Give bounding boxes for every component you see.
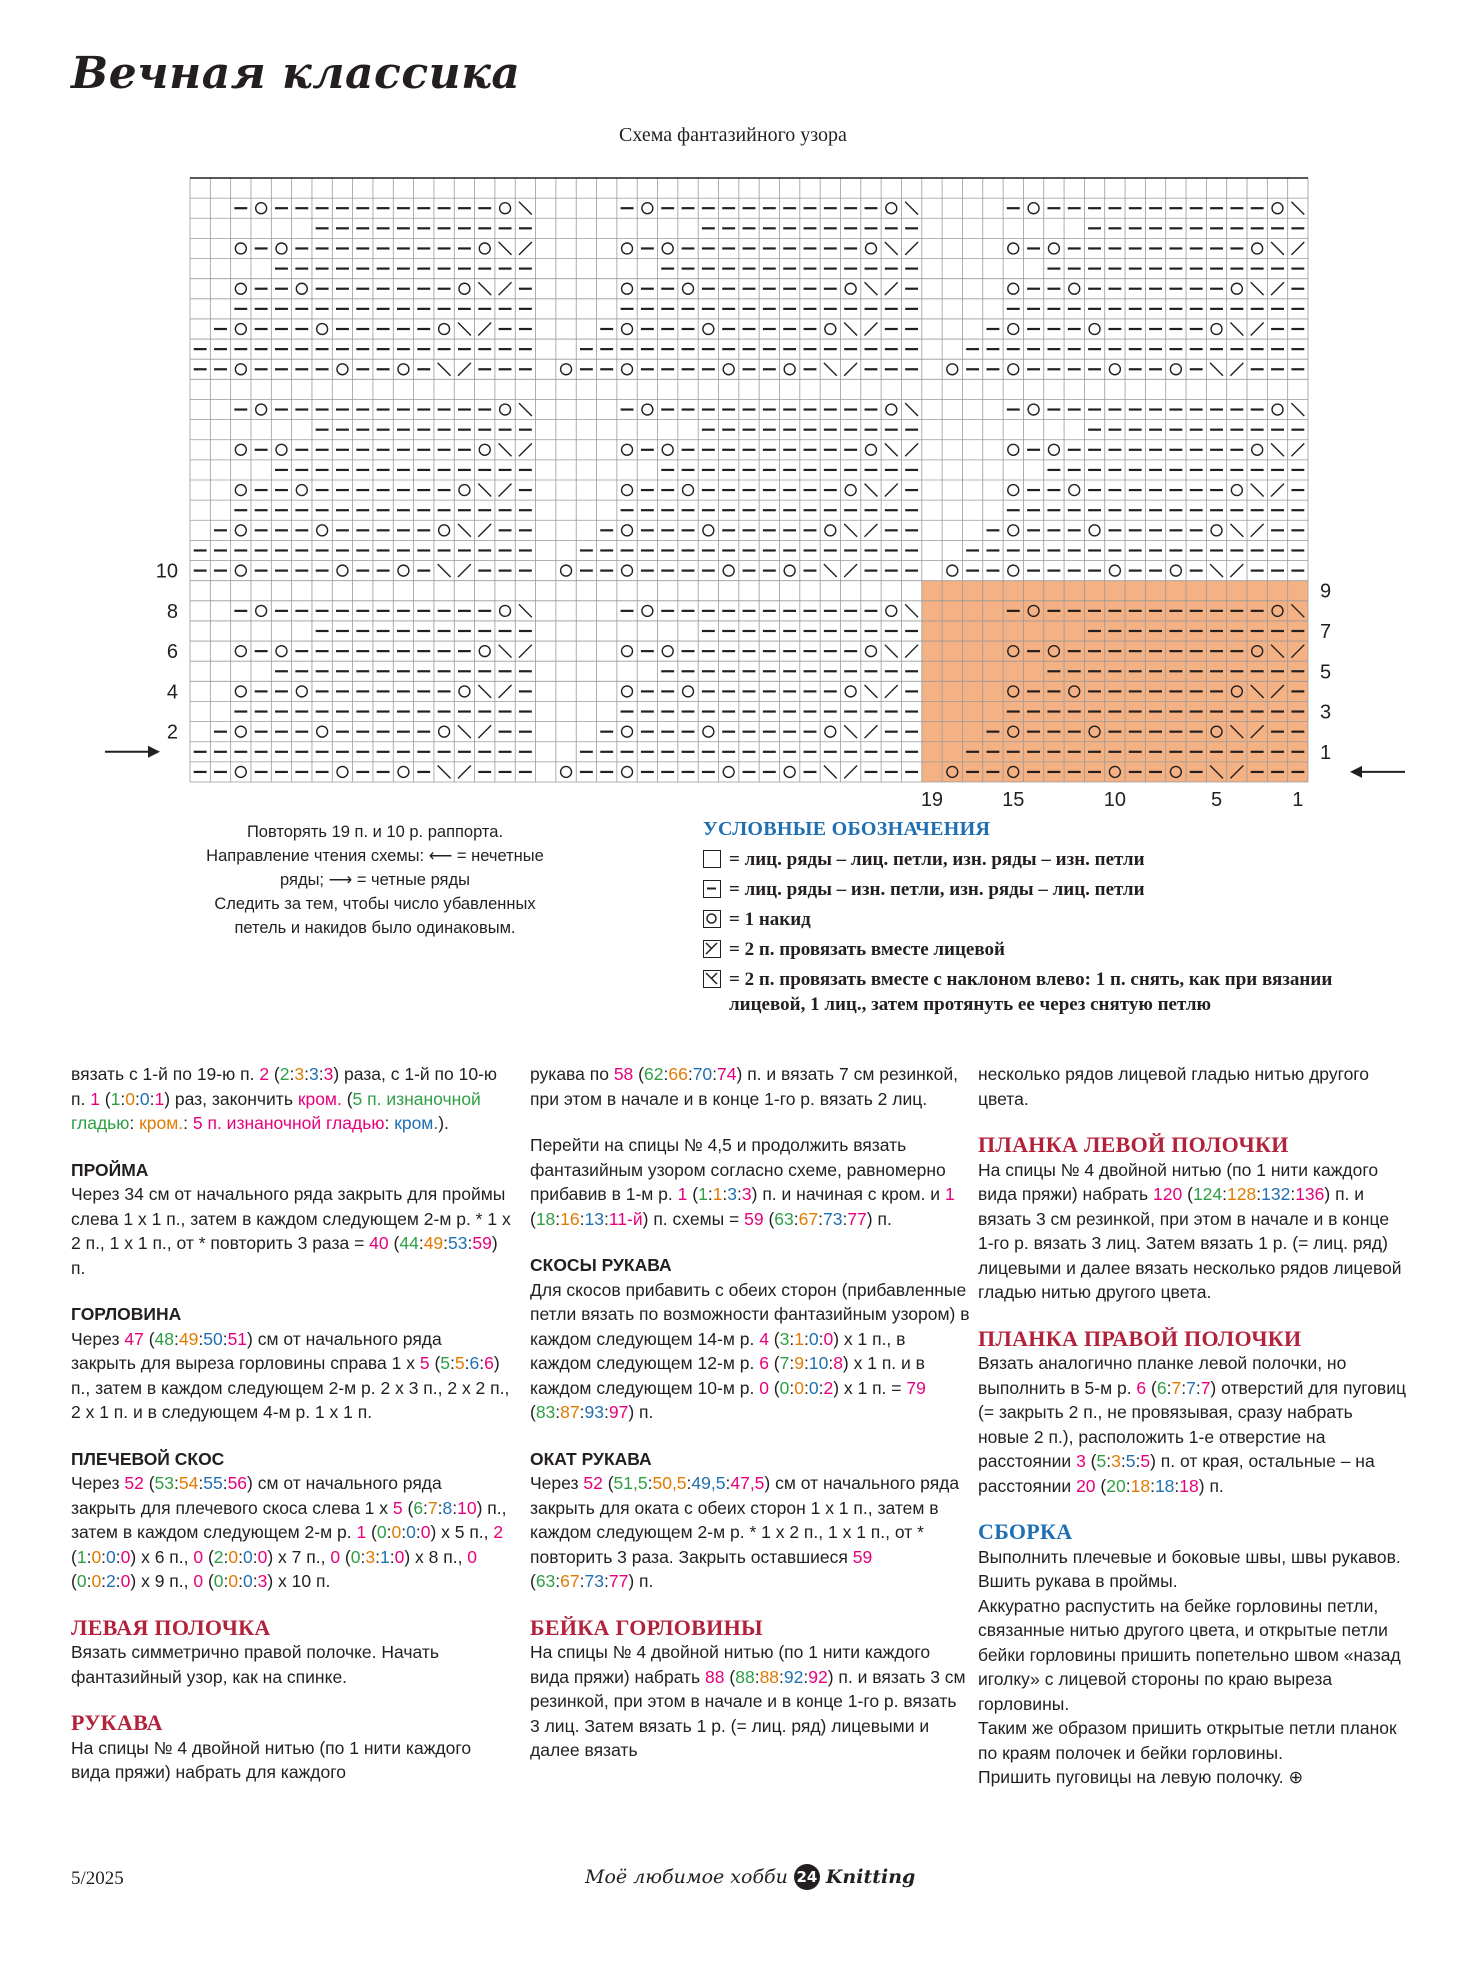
yarn-over-mark bbox=[561, 364, 572, 375]
k2tog-mark bbox=[458, 765, 471, 778]
yarn-over-mark bbox=[825, 525, 836, 536]
yarn-over-mark bbox=[235, 686, 246, 697]
yarn-over-mark bbox=[865, 444, 876, 455]
yarn-over-mark bbox=[662, 444, 673, 455]
yarn-over-mark bbox=[561, 766, 572, 777]
yarn-over-mark bbox=[642, 605, 653, 616]
paragraph: Через 47 (48:49:50:51) см от начального ряда закрыть для выреза горловины справа 1 х 5 (5:5:6:6) п., затем в каждом следующем 2-м р. 2 х 3 п., 2 х 2 п., 2 х 1 п. и в следующем 4-м р. 1 х 1 п. bbox=[71, 1328, 510, 1422]
k2tog-mark bbox=[519, 242, 532, 255]
chart-notes bbox=[170, 820, 580, 940]
yarn-over-mark bbox=[500, 203, 511, 214]
paragraph: рукава по 58 (62:66:70:74) п. и вязать 7 см резинкой, при этом в начале и в конце 1-го р. вязать 2 лиц. bbox=[530, 1064, 958, 1109]
yarn-over-mark bbox=[276, 444, 287, 455]
k2tog-mark bbox=[1230, 363, 1243, 376]
section-heading: ЛЕВАЯ ПОЛОЧКА bbox=[71, 1614, 271, 1640]
yarn-over-mark bbox=[459, 686, 470, 697]
text-column-1 bbox=[71, 1062, 511, 1807]
yarn-over-mark bbox=[642, 404, 653, 415]
arrow-left-icon bbox=[1350, 766, 1362, 778]
paragraph: несколько рядов лицевой гладью нитью другого цвета. bbox=[978, 1064, 1370, 1109]
yarn-over-mark bbox=[235, 283, 246, 294]
row-number-label: 9 bbox=[1320, 580, 1332, 603]
legend-text: = 1 накид bbox=[729, 909, 811, 930]
yarn-over-mark bbox=[1170, 565, 1181, 576]
ssk-icon bbox=[703, 970, 721, 988]
yarn-over-mark bbox=[1008, 283, 1019, 294]
k2tog-mark bbox=[905, 242, 918, 255]
k2tog-mark bbox=[844, 765, 857, 778]
paragraph: Через 52 (53:54:55:56) см от начального ряда закрыть для плечевого скоса слева 1 х 5 (6:7:8:10) п., затем в каждом следующем 2-м р. 1 (0:0:0:0) х 5 п., 2 (1:0:0:0) х 6 п., 0 (2:0:0:0) х 7 п., 0 (0:3:1:0) х 8 п., 0 (0:0:2:0) х 9 п., 0 (0:0:0:3) х 10 п. bbox=[71, 1473, 507, 1591]
yarn-over-mark bbox=[479, 444, 490, 455]
yarn-over-mark bbox=[662, 243, 673, 254]
row-number-label: 4 bbox=[166, 681, 178, 704]
ssk-mark bbox=[438, 765, 451, 778]
ssk-mark bbox=[499, 645, 512, 658]
k2tog-mark bbox=[1251, 524, 1264, 537]
yarn-over-mark bbox=[662, 646, 673, 657]
k2tog-mark bbox=[865, 524, 878, 537]
yarn-over-mark bbox=[337, 364, 348, 375]
yarn-over-mark bbox=[1109, 565, 1120, 576]
legend-text: = 2 п. провязать вместе с наклоном влево: 1 п. снять, как при вязании лицевой, 1 лиц., затем протянуть ее через снятую петлю bbox=[729, 969, 1333, 1015]
ssk-mark bbox=[458, 524, 471, 537]
k2tog-mark bbox=[844, 564, 857, 577]
yarn-over-mark bbox=[398, 565, 409, 576]
yarn-over-mark bbox=[1272, 203, 1283, 214]
yarn-over-mark bbox=[479, 243, 490, 254]
yarn-over-mark bbox=[703, 726, 714, 737]
yarn-over-mark bbox=[317, 525, 328, 536]
yarn-over-mark bbox=[439, 525, 450, 536]
k2tog-mark bbox=[905, 443, 918, 456]
k2tog-mark bbox=[1271, 282, 1284, 295]
yarn-over-mark bbox=[622, 364, 633, 375]
yarn-over-mark bbox=[439, 726, 450, 737]
yarn-over-mark bbox=[825, 726, 836, 737]
yarn-over-mark bbox=[398, 766, 409, 777]
ssk-mark bbox=[885, 645, 898, 658]
yarn-over-icon bbox=[703, 910, 721, 928]
yarn-over-mark bbox=[1008, 243, 1019, 254]
yarn-over-mark bbox=[1069, 283, 1080, 294]
ssk-mark bbox=[1230, 524, 1243, 537]
section-heading: ПЛЕЧЕВОЙ СКОС bbox=[71, 1448, 225, 1469]
yarn-over-mark bbox=[1008, 525, 1019, 536]
note-line: ряды; ⟶ = четные ряды bbox=[280, 871, 470, 889]
ssk-mark bbox=[905, 403, 918, 416]
ssk-mark bbox=[824, 363, 837, 376]
section-name: Knitting bbox=[825, 1866, 916, 1888]
note-line: Повторять 19 п. и 10 р. раппорта. bbox=[246, 823, 504, 841]
empty-square-icon bbox=[703, 850, 721, 868]
yarn-over-mark bbox=[622, 283, 633, 294]
row-number-label: 5 bbox=[1320, 661, 1332, 684]
ssk-mark bbox=[824, 765, 837, 778]
row-number-label: 7 bbox=[1320, 621, 1332, 643]
yarn-over-mark bbox=[622, 525, 633, 536]
ssk-mark bbox=[519, 202, 532, 215]
ssk-mark bbox=[905, 202, 918, 215]
ssk-mark bbox=[844, 524, 857, 537]
k2tog-mark bbox=[478, 524, 491, 537]
ssk-mark bbox=[478, 484, 491, 497]
yarn-over-mark bbox=[317, 726, 328, 737]
yarn-over-mark bbox=[1109, 364, 1120, 375]
ssk-mark bbox=[438, 564, 451, 577]
yarn-over-mark bbox=[1008, 485, 1019, 496]
yarn-over-mark bbox=[276, 646, 287, 657]
k2tog-icon bbox=[703, 940, 721, 958]
ssk-mark bbox=[865, 685, 878, 698]
yarn-over-mark bbox=[235, 364, 246, 375]
yarn-over-mark bbox=[703, 525, 714, 536]
ssk-mark bbox=[1251, 282, 1264, 295]
ssk-mark bbox=[1291, 202, 1304, 215]
yarn-over-mark bbox=[622, 565, 633, 576]
yarn-over-mark bbox=[947, 364, 958, 375]
ssk-mark bbox=[865, 484, 878, 497]
yarn-over-mark bbox=[337, 565, 348, 576]
page-number: 24 bbox=[794, 1864, 820, 1890]
ssk-mark bbox=[478, 282, 491, 295]
ssk-mark bbox=[1210, 363, 1223, 376]
yarn-over-mark bbox=[1048, 243, 1059, 254]
yarn-over-mark bbox=[683, 283, 694, 294]
k2tog-mark bbox=[1291, 242, 1304, 255]
yarn-over-mark bbox=[1211, 324, 1222, 335]
yarn-over-mark bbox=[1089, 324, 1100, 335]
ssk-mark bbox=[1291, 403, 1304, 416]
yarn-over-mark bbox=[479, 646, 490, 657]
yarn-over-mark bbox=[276, 243, 287, 254]
dash-square-icon bbox=[703, 880, 721, 898]
k2tog-mark bbox=[865, 725, 878, 738]
page-title: Вечная классика bbox=[71, 48, 521, 99]
yarn-over-mark bbox=[622, 726, 633, 737]
section-heading: ПРОЙМА bbox=[71, 1159, 149, 1180]
yarn-over-mark bbox=[561, 565, 572, 576]
yarn-over-mark bbox=[723, 364, 734, 375]
k2tog-mark bbox=[885, 484, 898, 497]
yarn-over-mark bbox=[784, 364, 795, 375]
k2tog-mark bbox=[458, 363, 471, 376]
k2tog-mark bbox=[519, 645, 532, 658]
k2tog-mark bbox=[1251, 323, 1264, 336]
legend-text: = лиц. ряды – лиц. петли, изн. ряды – изн. петли bbox=[729, 849, 1145, 870]
note-line: петель и накидов было одинаковым. bbox=[234, 919, 516, 937]
yarn-over-mark bbox=[235, 525, 246, 536]
yarn-over-mark bbox=[398, 364, 409, 375]
chart-title: Схема фантазийного узора bbox=[619, 124, 847, 146]
yarn-over-mark bbox=[1028, 404, 1039, 415]
k2tog-mark bbox=[885, 282, 898, 295]
paragraph: Через 34 см от начального ряда закрыть для проймы слева 1 х 1 п., затем в каждом следующем 2-м р. * 1 х 2 п., 1 х 1 п., от * повторить 3 раза = 40 (44:49:53:59) п. bbox=[71, 1184, 511, 1278]
stitch-number-label: 1 bbox=[1292, 789, 1304, 811]
yarn-over-mark bbox=[622, 766, 633, 777]
yarn-over-mark bbox=[1231, 283, 1242, 294]
yarn-over-mark bbox=[723, 766, 734, 777]
row-number-label: 3 bbox=[1320, 701, 1332, 724]
yarn-over-mark bbox=[235, 324, 246, 335]
ssk-mark bbox=[499, 242, 512, 255]
section-heading: ПЛАНКА ПРАВОЙ ПОЛОЧКИ bbox=[978, 1325, 1302, 1351]
row-number-label: 6 bbox=[166, 641, 178, 664]
k2tog-mark bbox=[458, 564, 471, 577]
ssk-mark bbox=[1230, 323, 1243, 336]
k2tog-mark bbox=[885, 685, 898, 698]
yarn-over-mark bbox=[845, 283, 856, 294]
yarn-over-mark bbox=[235, 766, 246, 777]
yarn-over-mark bbox=[1211, 525, 1222, 536]
yarn-over-mark bbox=[865, 243, 876, 254]
yarn-over-mark bbox=[947, 565, 958, 576]
ssk-mark bbox=[885, 443, 898, 456]
yarn-over-mark bbox=[1252, 444, 1263, 455]
ssk-mark bbox=[885, 242, 898, 255]
yarn-over-mark bbox=[235, 485, 246, 496]
yarn-over-mark bbox=[1008, 364, 1019, 375]
yarn-over-mark bbox=[784, 565, 795, 576]
row-number-label: 10 bbox=[155, 560, 178, 583]
yarn-over-mark bbox=[439, 324, 450, 335]
yarn-over-mark bbox=[1170, 364, 1181, 375]
legend-item bbox=[703, 847, 1403, 872]
yarn-over-mark bbox=[825, 324, 836, 335]
legend-item bbox=[703, 907, 1403, 932]
ssk-mark bbox=[478, 685, 491, 698]
yarn-over-mark bbox=[886, 404, 897, 415]
section-heading: ПЛАНКА ЛЕВОЙ ПОЛОЧКИ bbox=[978, 1132, 1289, 1157]
paragraph: Через 52 (51,5:50,5:49,5:47,5) см от начального ряда закрыть для оката с обеих сторон 1 х 1 п., затем в каждом следующем 2-м р. * 1 х 2 п., 1 х 1 п., от * повторить 3 раза. Закрыть оставшиеся 59 (63:67:73:77) п. bbox=[530, 1473, 960, 1591]
yarn-over-mark bbox=[622, 444, 633, 455]
paragraph: На спицы № 4 двойной нитью (по 1 нити каждого вида пряжи) набрать 120 (124:128:132:136) п. и вязать 3 см резинкой, при этом в начале и в конце 1-го р. вязать 3 лиц. Затем вязать 1 р. (= лиц. ряд) лицевыми и далее вязать несколько рядов лицевой гладью нитью другого цвета. bbox=[978, 1159, 1402, 1302]
knitting-chart bbox=[0, 0, 1466, 830]
ssk-mark bbox=[519, 604, 532, 617]
stitch-number-label: 19 bbox=[920, 789, 944, 811]
k2tog-mark bbox=[478, 323, 491, 336]
ssk-mark bbox=[1251, 484, 1264, 497]
yarn-over-mark bbox=[622, 324, 633, 335]
paragraph: Вязать симметрично правой полочке. Начать фантазийный узор, как на спинке. bbox=[71, 1642, 439, 1687]
yarn-over-mark bbox=[622, 686, 633, 697]
yarn-over-mark bbox=[500, 605, 511, 616]
yarn-over-mark bbox=[683, 485, 694, 496]
yarn-over-mark bbox=[1231, 485, 1242, 496]
yarn-over-mark bbox=[1069, 485, 1080, 496]
yarn-over-mark bbox=[1272, 404, 1283, 415]
yarn-over-mark bbox=[703, 324, 714, 335]
k2tog-mark bbox=[1291, 443, 1304, 456]
yarn-over-mark bbox=[235, 646, 246, 657]
page-footer bbox=[585, 1864, 915, 1890]
section-heading: ГОРЛОВИНА bbox=[71, 1304, 182, 1324]
ssk-mark bbox=[844, 323, 857, 336]
stitch-number-label: 5 bbox=[1210, 789, 1223, 811]
ssk-mark bbox=[844, 725, 857, 738]
yarn-over-mark bbox=[256, 203, 267, 214]
yarn-over-mark bbox=[256, 605, 267, 616]
section-heading: БЕЙКА ГОРЛОВИНЫ bbox=[530, 1614, 763, 1640]
k2tog-mark bbox=[844, 363, 857, 376]
legend-item bbox=[703, 967, 1403, 1017]
yarn-over-mark bbox=[642, 203, 653, 214]
ssk-mark bbox=[458, 725, 471, 738]
issue-number: 5/2025 bbox=[71, 1868, 124, 1889]
yarn-over-mark bbox=[235, 565, 246, 576]
yarn-over-mark bbox=[317, 324, 328, 335]
stitch-number-label: 15 bbox=[1002, 789, 1025, 811]
legend-heading: УСЛОВНЫЕ ОБОЗНАЧЕНИЯ bbox=[703, 818, 991, 840]
yarn-over-mark bbox=[723, 565, 734, 576]
yarn-over-mark bbox=[1008, 324, 1019, 335]
yarn-over-mark bbox=[1048, 444, 1059, 455]
section-heading: РУКАВА bbox=[71, 1710, 163, 1735]
paragraph: Для скосов прибавить с обеих сторон (прибавленные петли вязать по возможности фантазийным узором) в каждом следующем 14-м р. 4 (3:1:0:0) х 1 п., в каждом следующем 12-м р. 6 (7:9:10:8) х 1 п. и в каждом следующем 10-м р. 0 (0:0:0:2) х 1 п. = 79 (83:87:93:97) п. bbox=[530, 1279, 970, 1422]
magazine-name: Моё любимое хобби bbox=[585, 1866, 788, 1888]
k2tog-mark bbox=[499, 685, 512, 698]
paragraph: На спицы № 4 двойной нитью (по 1 нити каждого вида пряжи) набрать 88 (88:88:92:92) п. и вязать 3 см резинкой, при этом в начале и в конце 1-го р. вязать 3 лиц. Затем вязать 1 р. (= лиц. ряд) лицевыми и далее вязать bbox=[530, 1642, 966, 1760]
ssk-mark bbox=[865, 282, 878, 295]
ssk-mark bbox=[1271, 443, 1284, 456]
arrow-right-icon bbox=[148, 746, 160, 758]
yarn-over-mark bbox=[865, 646, 876, 657]
paragraph: Выполнить плечевые и боковые швы, швы рукавов. Вшить рукава в проймы. Аккуратно распустить на бейке горловины петли, связанные нитью другого цвета, и открытые петли бейки горловины пришить попетельно швом «назад иголку» с лицевой стороны по краю выреза горловины. Таким же образом пришить открытые петли планок по краям полочек и бейки горловины. Пришить пуговицы на левую полочку. ⊕ bbox=[978, 1546, 1401, 1787]
paragraph: Перейти на спицы № 4,5 и продолжить вязать фантазийным узором согласно схеме, равномерно прибавив в 1-м р. 1 (1:1:3:3) п. и начиная с кром. и 1 (18:16:13:11-й) п. схемы = 59 (63:67:73:77) п. bbox=[530, 1135, 955, 1229]
yarn-over-mark bbox=[296, 283, 307, 294]
yarn-over-mark bbox=[296, 686, 307, 697]
yarn-over-mark bbox=[1089, 525, 1100, 536]
yarn-over-mark bbox=[459, 283, 470, 294]
yarn-over-mark bbox=[235, 444, 246, 455]
ssk-mark bbox=[458, 323, 471, 336]
paragraph: На спицы № 4 двойной нитью (по 1 нити каждого вида пряжи) набрать для каждого bbox=[71, 1737, 472, 1782]
chart-legend bbox=[703, 818, 1403, 1022]
yarn-over-mark bbox=[622, 243, 633, 254]
yarn-over-mark bbox=[256, 404, 267, 415]
yarn-over-mark bbox=[622, 485, 633, 496]
yarn-over-mark bbox=[886, 605, 897, 616]
yarn-over-mark bbox=[500, 404, 511, 415]
yarn-over-mark bbox=[1008, 444, 1019, 455]
stitch-number-label: 10 bbox=[1103, 789, 1127, 811]
legend-item bbox=[703, 937, 1403, 962]
yarn-over-mark bbox=[1252, 243, 1263, 254]
k2tog-mark bbox=[499, 484, 512, 497]
yarn-over-mark bbox=[235, 726, 246, 737]
legend-text: = лиц. ряды – изн. петли, изн. ряды – лиц. петли bbox=[729, 879, 1145, 900]
ssk-mark bbox=[905, 604, 918, 617]
yarn-over-mark bbox=[459, 485, 470, 496]
k2tog-mark bbox=[478, 725, 491, 738]
k2tog-mark bbox=[1271, 484, 1284, 497]
paragraph: вязать с 1-й по 19-ю п. 2 (2:3:3:3) раза, с 1-й по 10-ю п. 1 (1:0:0:1) раз, закончить кром. (5 п. изнаночной гладью: кром.: 5 п. изнаночной гладью: кром.). bbox=[71, 1064, 498, 1133]
ssk-mark bbox=[824, 564, 837, 577]
row-number-label: 1 bbox=[1320, 741, 1332, 764]
row-number-label: 8 bbox=[166, 600, 178, 623]
paragraph: Вязать аналогично планке левой полочки, но выполнить в 5-м р. 6 (6:7:7:7) отверстий для пуговиц (= закрыть 2 п., не провязывая, сразу набрать новые 2 п.), расположить 1-е отверстие на расстоянии 3 (5:3:5:5) п. от края, остальные – на расстоянии 20 (20:18:18:18) п. bbox=[978, 1353, 1407, 1496]
note-line: Направление чтения схемы: ⟵ = нечетные bbox=[206, 847, 544, 865]
yarn-over-mark bbox=[845, 686, 856, 697]
k2tog-mark bbox=[519, 443, 532, 456]
k2tog-mark bbox=[865, 323, 878, 336]
k2tog-mark bbox=[905, 645, 918, 658]
legend-item bbox=[703, 877, 1403, 902]
yarn-over-mark bbox=[296, 485, 307, 496]
ssk-mark bbox=[438, 363, 451, 376]
yarn-over-mark bbox=[1028, 203, 1039, 214]
yarn-over-mark bbox=[622, 646, 633, 657]
text-column-2 bbox=[530, 1062, 970, 1785]
yarn-over-mark bbox=[337, 766, 348, 777]
yarn-over-mark bbox=[845, 485, 856, 496]
ssk-mark bbox=[499, 443, 512, 456]
yarn-over-mark bbox=[235, 243, 246, 254]
yarn-over-mark bbox=[683, 686, 694, 697]
row-number-label: 2 bbox=[166, 721, 178, 744]
ssk-mark bbox=[1210, 564, 1223, 577]
text-column-3 bbox=[978, 1062, 1408, 1812]
ssk-mark bbox=[1271, 242, 1284, 255]
note-line: Следить за тем, чтобы число убавленных bbox=[214, 895, 536, 913]
section-heading: СКОСЫ РУКАВА bbox=[530, 1255, 672, 1275]
k2tog-mark bbox=[1230, 564, 1243, 577]
section-heading: ОКАТ РУКАВА bbox=[530, 1448, 652, 1469]
ssk-mark bbox=[519, 403, 532, 416]
section-heading: СБОРКА bbox=[978, 1519, 1073, 1544]
yarn-over-mark bbox=[1008, 565, 1019, 576]
k2tog-mark bbox=[499, 282, 512, 295]
yarn-over-mark bbox=[784, 766, 795, 777]
legend-text: = 2 п. провязать вместе лицевой bbox=[729, 939, 1005, 960]
yarn-over-mark bbox=[886, 203, 897, 214]
